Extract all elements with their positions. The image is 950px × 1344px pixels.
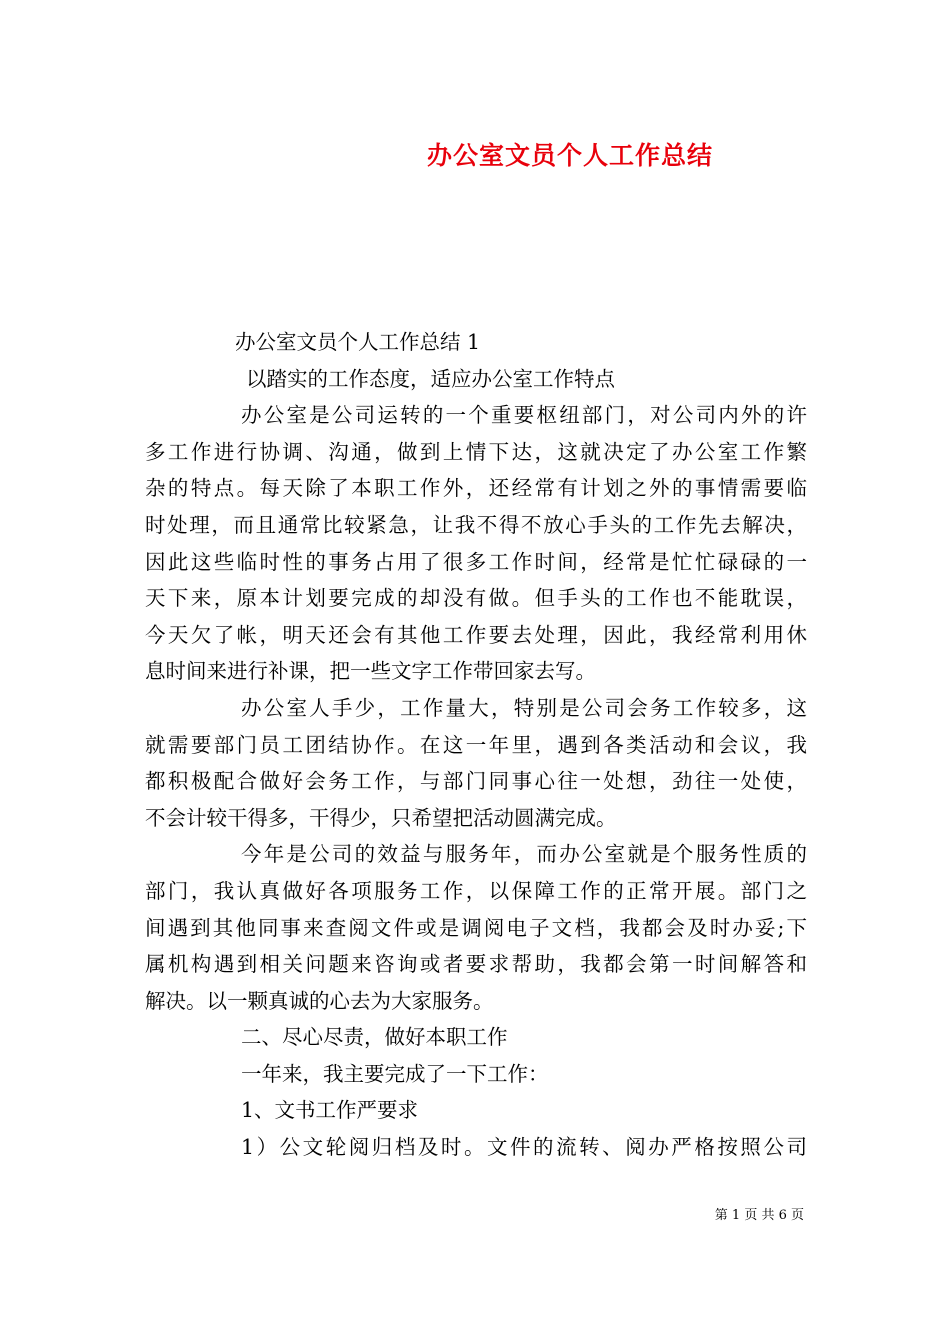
paragraph-line: 息时间来进行补课，把一些文字工作带回家去写。 [145,659,596,684]
paragraph-line: 办公室人手少，工作量大，特别是公司会务工作较多，这 [241,695,807,720]
paragraph-line: 办公室是公司运转的一个重要枢纽部门，对公司内外的许 [241,403,807,428]
document-title: 办公室文员个人工作总结 [426,141,713,170]
paragraph-line: 解决。以一颗真诚的心去为大家服务。 [145,988,494,1013]
list-heading: 1、文书工作严要求 [241,1098,419,1123]
paragraph-line: 就需要部门员工团结协作。在这一年里，遇到各类活动和会议，我 [145,732,807,757]
paragraph-line: 间遇到其他同事来查阅文件或是调阅电子文档，我都会及时办妥;下 [145,915,807,940]
paragraph-line: 属机构遇到相关问题来咨询或者要求帮助，我都会第一时间解答和 [145,952,807,977]
paragraph-line: 今年是公司的效益与服务年，而办公室就是个服务性质的 [241,842,807,867]
paragraph-line: 多工作进行协调、沟通，做到上情下达，这就决定了办公室工作繁 [145,439,807,464]
paragraph-line: 一年来，我主要完成了一下工作： [241,1061,549,1086]
section-heading: 二、尽心尽责，做好本职工作 [241,1025,508,1050]
list-item: 1）公文轮阅归档及时。文件的流转、阅办严格按照公司 [241,1135,807,1160]
document-body [145,324,807,1166]
paragraph-line: 部门，我认真做好各项服务工作，以保障工作的正常开展。部门之 [145,878,807,903]
paragraph-line: 不会计较干得多，干得少，只希望把活动圆满完成。 [145,805,617,830]
paragraph-line: 杂的特点。每天除了本职工作外，还经常有计划之外的事情需要临 [145,476,807,501]
paragraph-line: 时处理，而且通常比较紧急，让我不得不放心手头的工作先去解决， [145,512,807,537]
paragraph-line: 天下来，原本计划要完成的却没有做。但手头的工作也不能耽误， [145,586,807,611]
subsection-heading: 以踏实的工作态度，适应办公室工作特点 [246,366,615,391]
page-footer: 第 1 页 共 6 页 [714,1208,804,1223]
paragraph-line: 今天欠了帐，明天还会有其他工作要去处理，因此，我经常利用休 [145,622,807,647]
paragraph-line: 都积极配合做好会务工作，与部门同事心往一处想，劲往一处使， [145,769,807,794]
section-heading: 办公室文员个人工作总结 1 [235,330,481,354]
paragraph-line: 因此这些临时性的事务占用了很多工作时间，经常是忙忙碌碌的一 [145,549,807,574]
